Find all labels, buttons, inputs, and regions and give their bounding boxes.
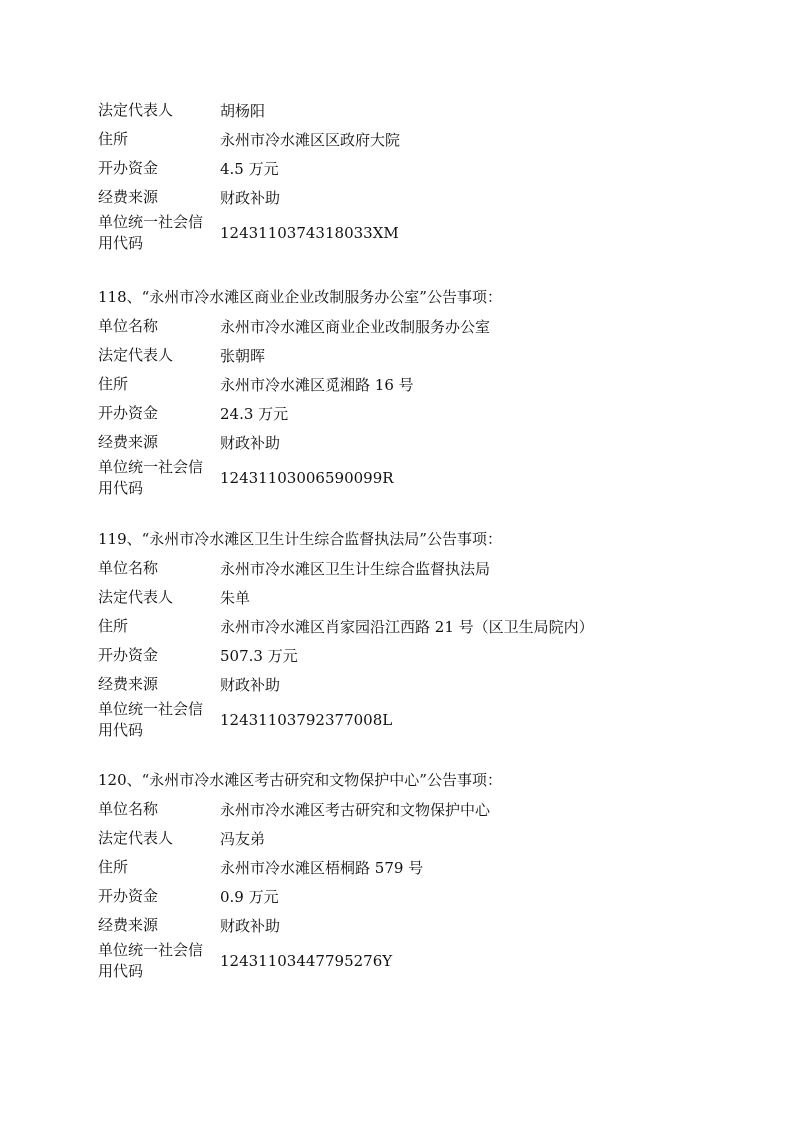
entry-heading: 119、“永州市冷水滩区卫生计生综合监督执法局”公告事项： <box>98 530 502 548</box>
field-value: 0.9 万元 <box>220 888 279 906</box>
field-row-legal-rep <box>98 824 738 853</box>
field-row-funds <box>98 882 738 911</box>
field-value: 4.5 万元 <box>220 160 279 178</box>
field-label: 法定代表人 <box>98 101 174 119</box>
field-label-line2: 用代码 <box>98 721 144 739</box>
field-label: 经费来源 <box>98 188 159 206</box>
field-row-address <box>98 612 738 641</box>
field-label: 经费来源 <box>98 675 159 693</box>
field-row-address <box>98 853 738 882</box>
field-row-funding-source <box>98 670 738 699</box>
field-value: 财政补助 <box>220 676 281 694</box>
entry-continuation <box>98 96 738 254</box>
field-label: 经费来源 <box>98 433 159 451</box>
field-row-legal-rep <box>98 96 738 125</box>
field-value: 朱单 <box>220 589 251 607</box>
field-label: 住所 <box>98 130 129 148</box>
field-value: 永州市冷水滩区卫生计生综合监督执法局 <box>220 560 491 578</box>
field-row-legal-rep <box>98 583 738 612</box>
field-label: 单位名称 <box>98 800 159 818</box>
field-row-credit-code <box>98 699 738 741</box>
field-label-line1: 单位统一社会信 <box>98 700 204 718</box>
field-value: 永州市冷水滩区考古研究和文物保护中心 <box>220 801 491 819</box>
field-value: 永州市冷水滩区觅湘路 16 号 <box>220 376 414 394</box>
field-value: 胡杨阳 <box>220 102 266 120</box>
field-label-line1: 单位统一社会信 <box>98 213 204 231</box>
field-row-funding-source <box>98 428 738 457</box>
field-label-line2: 用代码 <box>98 479 144 497</box>
field-row-address <box>98 125 738 154</box>
field-value: 冯友弟 <box>220 830 266 848</box>
field-value: 12431103792377008L <box>220 711 393 729</box>
field-label: 经费来源 <box>98 916 159 934</box>
field-value: 1243110374318033XM <box>220 224 399 242</box>
field-row-address <box>98 370 738 399</box>
field-row-funding-source <box>98 911 738 940</box>
field-row-credit-code <box>98 212 738 254</box>
field-label: 法定代表人 <box>98 588 174 606</box>
field-label-line1: 单位统一社会信 <box>98 458 204 476</box>
field-value: 永州市冷水滩区梧桐路 579 号 <box>220 859 424 877</box>
field-row-unit-name <box>98 312 738 341</box>
field-row-funding-source <box>98 183 738 212</box>
field-label <box>98 212 220 254</box>
field-value: 12431103006590099R <box>220 469 394 487</box>
field-label: 法定代表人 <box>98 346 174 364</box>
field-label-line1: 单位统一社会信 <box>98 941 204 959</box>
field-label <box>98 457 220 499</box>
field-value: 财政补助 <box>220 434 281 452</box>
field-label: 法定代表人 <box>98 829 174 847</box>
field-value: 财政补助 <box>220 917 281 935</box>
field-value: 张朝晖 <box>220 347 266 365</box>
field-label: 开办资金 <box>98 887 159 905</box>
field-value: 永州市冷水滩区区政府大院 <box>220 131 401 149</box>
field-value: 24.3 万元 <box>220 405 289 423</box>
field-row-credit-code <box>98 457 738 499</box>
field-label: 住所 <box>98 858 129 876</box>
entry-heading: 120、“永州市冷水滩区考古研究和文物保护中心”公告事项： <box>98 771 502 789</box>
field-row-funds <box>98 641 738 670</box>
field-row-unit-name <box>98 795 738 824</box>
field-label: 开办资金 <box>98 159 159 177</box>
field-label <box>98 940 220 982</box>
field-label <box>98 699 220 741</box>
entry-119 <box>98 524 738 741</box>
entry-heading: 118、“永州市冷水滩区商业企业改制服务办公室”公告事项： <box>98 288 502 306</box>
field-label-line2: 用代码 <box>98 962 144 980</box>
field-row-legal-rep <box>98 341 738 370</box>
field-value: 永州市冷水滩区肖家园沿江西路 21 号（区卫生局院内） <box>220 618 594 636</box>
field-label: 单位名称 <box>98 559 159 577</box>
entry-118 <box>98 282 738 499</box>
entry-120 <box>98 765 738 982</box>
field-label: 开办资金 <box>98 646 159 664</box>
field-value: 永州市冷水滩区商业企业改制服务办公室 <box>220 318 491 336</box>
field-row-credit-code <box>98 940 738 982</box>
field-value: 507.3 万元 <box>220 647 298 665</box>
field-label-line2: 用代码 <box>98 234 144 252</box>
field-label: 住所 <box>98 617 129 635</box>
field-value: 12431103447795276Y <box>220 952 393 970</box>
field-row-funds <box>98 154 738 183</box>
field-label: 单位名称 <box>98 317 159 335</box>
field-label: 开办资金 <box>98 404 159 422</box>
field-row-funds <box>98 399 738 428</box>
field-row-unit-name <box>98 554 738 583</box>
field-value: 财政补助 <box>220 189 281 207</box>
field-label: 住所 <box>98 375 129 393</box>
